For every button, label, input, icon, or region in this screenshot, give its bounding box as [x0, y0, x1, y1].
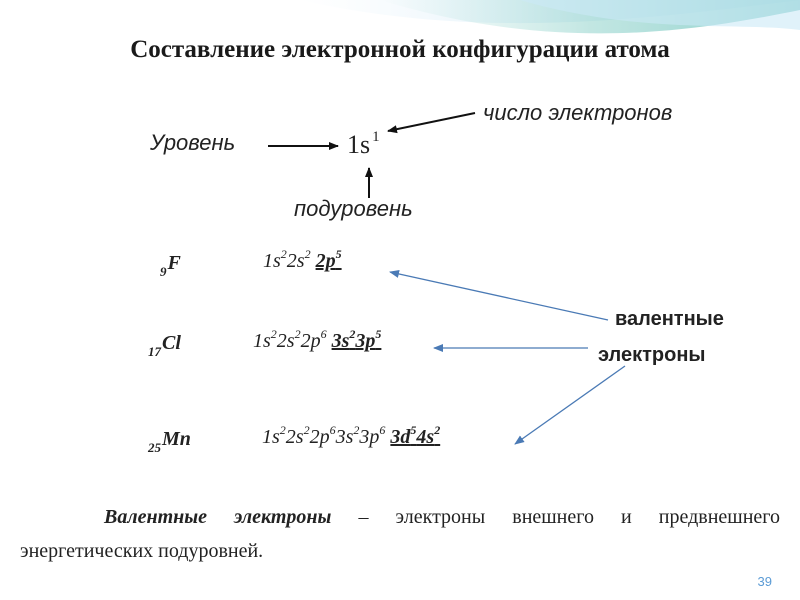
level-label: Уровень: [150, 130, 236, 155]
atomic-number: 17: [148, 344, 161, 359]
valence-label-line2: электроны: [598, 344, 706, 366]
electron-count: 5: [410, 423, 417, 437]
electron-count: 2: [304, 247, 311, 261]
electron-count: 2: [353, 423, 360, 437]
electron-count: 2: [294, 327, 301, 341]
electron-count: 2: [349, 327, 356, 341]
slide-title: Составление электронной конфигурации атома: [130, 36, 670, 63]
orbital-name: 2s: [285, 426, 304, 448]
element-symbol: Mn: [162, 428, 191, 450]
orbital-name: 2s: [276, 330, 295, 352]
electron-count: 2: [270, 327, 277, 341]
orbital-name: 3p: [355, 330, 376, 352]
electron-count: 6: [329, 423, 336, 437]
orbital-name: 2p: [309, 426, 330, 448]
orbital-name: 2p: [300, 330, 321, 352]
arrow-valence-f: [390, 272, 608, 320]
electron-count: 5: [375, 327, 382, 341]
orbital-name: 3s: [335, 426, 354, 448]
sublevel-label: подуровень: [294, 196, 413, 221]
electron-count: 2: [279, 423, 286, 437]
electron-count: 6: [320, 327, 327, 341]
orbital-superscript: 1: [372, 129, 380, 145]
arrow-count-to-superscript: [388, 113, 475, 131]
atomic-number: 25: [148, 440, 161, 455]
electron-count: 2: [280, 247, 287, 261]
orbital-name: 3s: [331, 330, 350, 352]
electron-count: 2: [303, 423, 310, 437]
electron-count-label: число электронов: [483, 100, 673, 125]
orbital-name: 3d: [390, 426, 411, 448]
definition-term: Валентные электроны: [104, 506, 332, 528]
electron-count: 5: [335, 247, 342, 261]
valence-label-line1: валентные: [615, 308, 724, 330]
orbital-name: 1s: [263, 250, 281, 272]
orbital-symbol: 1s: [347, 130, 371, 159]
definition-paragraph: [20, 500, 780, 568]
orbital-name: 2s: [286, 250, 305, 272]
page-number: 39: [757, 574, 772, 589]
orbital-name: 2p: [315, 250, 336, 272]
orbital-name: 1s: [262, 426, 280, 448]
orbital-name: 4s: [416, 426, 435, 448]
electron-count: 6: [379, 423, 386, 437]
element-symbol: Cl: [162, 332, 181, 354]
electron-count: 2: [434, 423, 441, 437]
arrow-valence-mn: [515, 366, 625, 444]
element-symbol: F: [167, 252, 181, 274]
definition-text: – электроны внешнего и предвнешнего энергетических подуровней.: [20, 506, 780, 562]
atomic-number: 9: [160, 264, 167, 279]
orbital-name: 1s: [253, 330, 271, 352]
orbital-name: 3p: [359, 426, 380, 448]
